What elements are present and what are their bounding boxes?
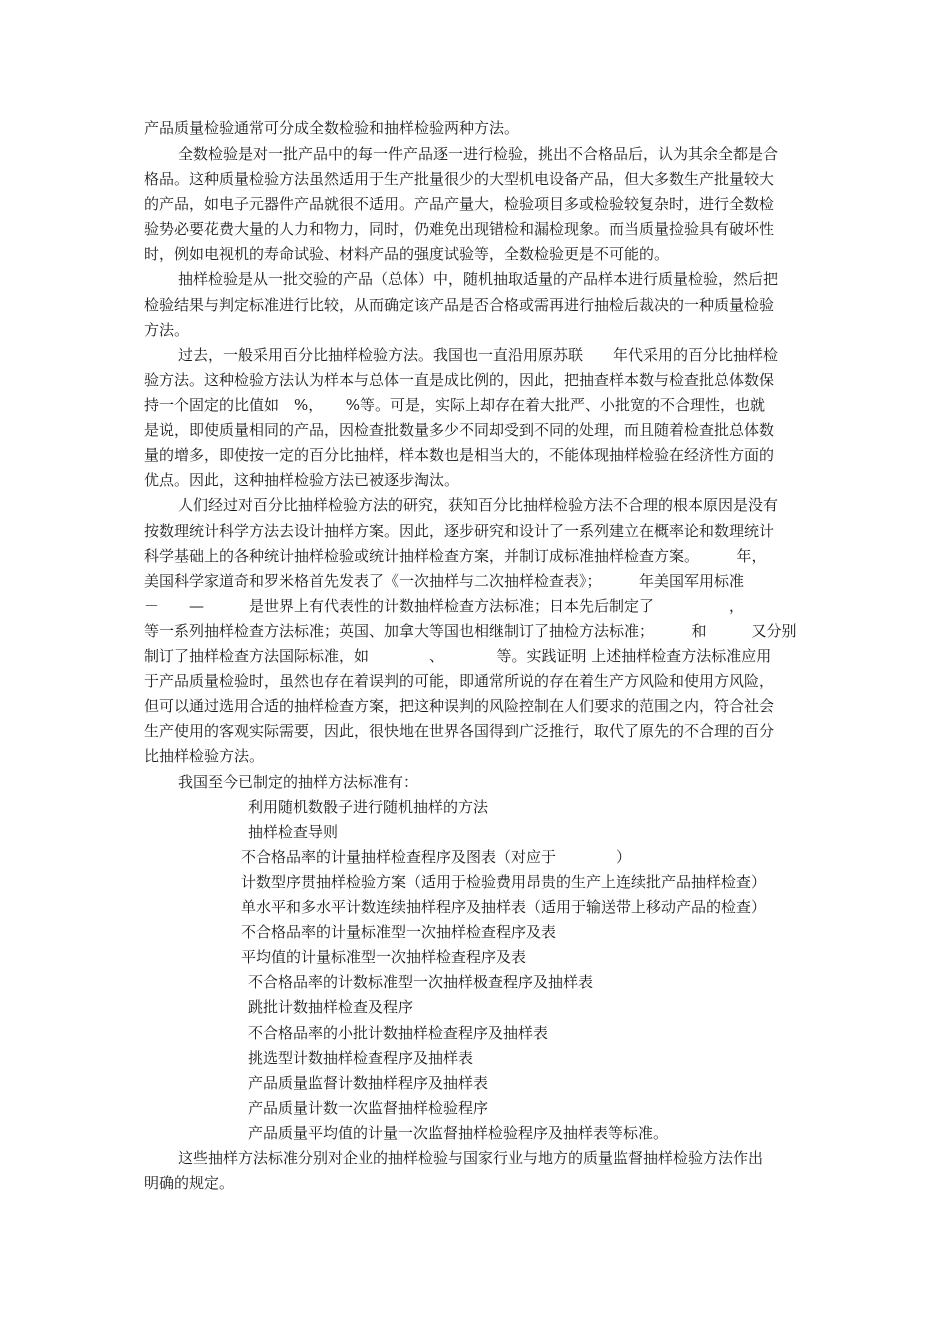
text-line: 全数检验是对一批产品中的每一件产品逐一进行检验，挑出不合格品后，认为其余全都是合 xyxy=(178,145,779,163)
text-line: 时，例如电视机的寿命试验、材料产品的强度试验等，全数检验更是不可能的。 xyxy=(144,245,670,263)
text-line: 生产使用的客观实际需要，因此，很快地在世界各国得到广泛推行，取代了原先的不合理的百分 xyxy=(144,722,775,740)
text-line: 抽样检验是从一批交验的产品（总体）中，随机抽取适量的产品样本进行质量检验，然后把 xyxy=(178,270,779,288)
text-line: 我国至今已制定的抽样方法标准有： xyxy=(178,773,419,791)
list-item: 平均值的计量标准型一次抽样检查程序及表 xyxy=(241,948,527,966)
text-line: 是说，即使质量相同的产品，因检查批数量多少不同却受到不同的处理，而且随着检查批总体数 xyxy=(144,421,775,439)
list-item: 产品质量计数一次监督抽样检验程序 xyxy=(248,1099,489,1117)
list-item: 不合格品率的计量标准型一次抽样检查程序及表 xyxy=(241,923,557,941)
text-line: － — 是世界上有代表性的计数抽样检查方法标准；日本先后制定了 ， xyxy=(144,597,745,615)
text-line: 比抽样检验方法。 xyxy=(144,747,265,765)
list-item: 单水平和多水平计数连续抽样程序及抽样表（适用于输送带上移动产品的检查） xyxy=(241,898,767,916)
text-line: 等一系列抽样检查方法标准；英国、加拿大等国也相继制订了抽检方法标准； 和 又分别 xyxy=(144,622,797,640)
text-line: 检验结果与判定标准进行比较，从而确定该产品是否合格或需再进行抽检后裁决的一种质量检验 xyxy=(144,296,775,314)
text-line: 产品质量检验通常可分成全数检验和抽样检验两种方法。 xyxy=(144,119,520,137)
list-item: 不合格品率的计量抽样检查程序及图表（对应于 ） xyxy=(241,848,632,866)
text-line: 但可以通过选用合适的抽样检查方案，把这种误判的风险控制在人们要求的范围之内，符合社会 xyxy=(144,697,775,715)
text-line: 这些抽样方法标准分别对企业的抽样检验与国家行业与地方的质量监督抽样检验方法作出 xyxy=(178,1149,764,1167)
text-line: 过去，一般采用百分比抽样检验方法。我国也一直沿用原苏联 年代采用的百分比抽样检 xyxy=(178,346,779,364)
text-line: 制订了抽样检查方法国际标准，如 、 等。实践证明 上述抽样检查方法标准应用 xyxy=(144,647,772,665)
text-line: 美国科学家道奇和罗米格首先发表了《一次抽样与二次抽样检查表》； 年美国军用标准 xyxy=(144,572,745,590)
list-item: 产品质量平均值的计量一次监督抽样检验程序及抽样表等标准。 xyxy=(248,1124,669,1142)
list-item: 计数型序贯抽样检验方案（适用于检验费用昂贵的生产上连续批产品抽样检查） xyxy=(241,873,767,891)
text-line: 验势必要花费大量的人力和物力，同时，仍难免出现错检和漏检现象。而当质量捡验具有破坏性 xyxy=(144,220,775,238)
text-line: 量的增多，即使按一定的百分比抽样，样本数也是相当大的，不能体现抽样检验在经济性方面的 xyxy=(144,446,775,464)
list-item: 不合格品率的小批计数抽样检查程序及抽样表 xyxy=(248,1024,549,1042)
text-line: 验方法。这种检验方法认为样本与总体一直是成比例的，因此，把抽查样本数与检查批总体数保 xyxy=(144,371,775,389)
text-line: 科学基础上的各种统计抽样检验或统计抽样检查方案，并制订成标准抽样检查方案。 年， xyxy=(144,547,767,565)
text-line: 于产品质量检验时，虽然也存在着误判的可能，即通常所说的存在着生产方风险和使用方风险， xyxy=(144,672,775,690)
list-item: 产品质量监督计数抽样程序及抽样表 xyxy=(248,1074,489,1092)
list-item: 抽样检查导则 xyxy=(248,823,339,841)
text-line: 的产品，如电子元器件产品就很不适用。产品产量大，检验项目多或检验较复杂时，进行全数检 xyxy=(144,195,775,213)
list-item: 挑选型计数抽样检查程序及抽样表 xyxy=(248,1049,474,1067)
list-item: 跳批计数抽样检查及程序 xyxy=(248,998,414,1016)
text-line: 明确的规定。 xyxy=(144,1174,235,1192)
text-line: 方法。 xyxy=(144,321,190,339)
text-line: 按数理统计科学方法去设计抽样方案。因此，逐步研究和设计了一系列建立在概率论和数理统计 xyxy=(144,522,775,540)
list-item: 利用随机数骰子进行随机抽样的方法 xyxy=(248,798,489,816)
text-line: 持一个固定的比值如 %， %等。可是，实际上却存在着大批严、小批宽的不合理性，也就 xyxy=(144,396,766,414)
list-item: 不合格品率的计数标准型一次抽样极查程序及抽样表 xyxy=(248,973,594,991)
text-line: 人们经过对百分比抽样检验方法的研究，获知百分比抽样检验方法不合理的根本原因是没有 xyxy=(178,496,779,514)
text-line: 格品。这种质量检验方法虽然适用于生产批量很少的大型机电设备产品，但大多数生产批量较大 xyxy=(144,170,775,188)
text-line: 优点。因此，这种抽样检验方法已被逐步淘汰。 xyxy=(144,471,460,489)
